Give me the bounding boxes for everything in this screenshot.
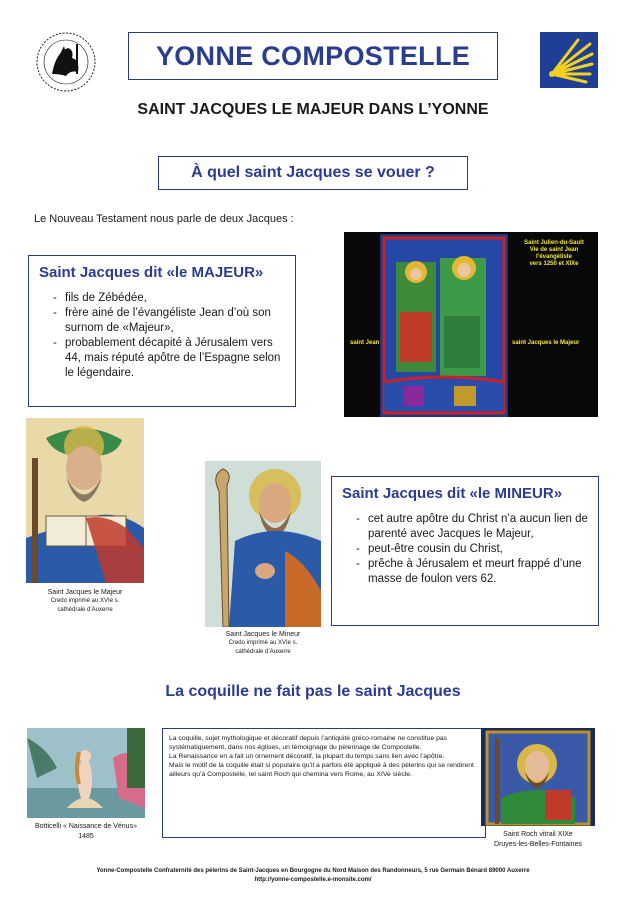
list-item: - peut-être cousin du Christ, xyxy=(356,542,588,557)
saint-roch-stained-glass-image xyxy=(481,728,595,826)
roch-caption: Saint Roch vitrail XIXe Druyes-les-Belles-Fontaines xyxy=(494,831,582,848)
paragraph: La Renaissance en a fait un ornement décoratif, la plupart du temps sans lien avec l’apôtre. xyxy=(169,753,445,760)
list-item: - cet autre apôtre du Christ n’a aucun lien de parenté avec Jacques le Majeur, xyxy=(356,512,588,542)
saint-jacques-majeur-image xyxy=(26,418,144,583)
confraternity-logo xyxy=(30,30,102,94)
main-title-box xyxy=(128,32,498,80)
page-subtitle: SAINT JACQUES LE MAJEUR DANS L’YONNE xyxy=(137,101,489,118)
mineur-info-box xyxy=(331,476,599,626)
paragraph: La coquille, sujet mythologique et décoratif depuis l’antiquité gréco-romaine ne constitue pas systématiquement, dans nos églises, un témoignage du pèlerinage de Compostelle. xyxy=(169,735,448,751)
vitrail-label-left: saint Jean xyxy=(350,340,380,346)
question-box xyxy=(158,156,468,190)
list-item: - prêche à Jérusalem et meurt frappé d’une masse de foulon vers 62. xyxy=(356,557,588,587)
list-item: - fils de Zébédée, xyxy=(53,291,285,306)
majeur-title: Saint Jacques dit «le MAJEUR» xyxy=(39,264,264,281)
paragraph: Mais le motif de la coquille était si populaire qu’il a parfois été appliqué à des pèlerins qui se rendirent ailleurs qu’à Compostelle, tel saint Roch qui chemina vers Rome, au XIVe siècle. xyxy=(169,762,474,778)
main-title: YONNE COMPOSTELLE xyxy=(155,40,471,71)
footer-address: Yonne-Compostelle Confraternité des pèlerins de Saint-Jacques en Bourgogne du Nord Maison des Randonneurs, 5 rue Germain Bénard 89000 Auxerre xyxy=(96,868,530,874)
intro-text: Le Nouveau Testament nous parle de deux Jacques : xyxy=(34,213,294,225)
mineur-image-caption: Saint Jacques le Mineur Credo imprimé au XVIe s. cathédrale d’Auxerre xyxy=(225,631,301,655)
majeur-info-box xyxy=(28,255,296,407)
coquille-heading: La coquille ne fait pas le saint Jacques xyxy=(165,683,461,700)
saint-jacques-mineur-image xyxy=(205,461,321,627)
mineur-title: Saint Jacques dit «le MINEUR» xyxy=(342,485,563,502)
mineur-list xyxy=(342,512,588,587)
vitrail-label-right: saint Jacques le Majeur xyxy=(512,340,580,346)
footer-url[interactable]: http://yonne-compostelle.e-monsite.com/ xyxy=(254,877,372,883)
vitrail-caption: Saint Julien-du-Sault Vie de saint Jean l’évangéliste vers 1250 et XIXe xyxy=(524,240,584,267)
coquille-text-box xyxy=(162,728,486,838)
list-item: - probablement décapité à Jérusalem vers 44, mais réputé apôtre de l’Espagne selon le légendaire. xyxy=(53,336,285,381)
scallop-shell-icon xyxy=(540,32,598,88)
venus-caption: Botticelli « Naissance de Vénus» 1485 xyxy=(35,823,137,840)
majeur-image-caption: Saint Jacques le Majeur Credo imprimé au XVIe s. cathédrale d’Auxerre xyxy=(47,589,123,613)
question-heading: À quel saint Jacques se vouer ? xyxy=(191,164,435,181)
list-item: - frère ainé de l’évangéliste Jean d’où son surnom de «Majeur», xyxy=(53,306,285,336)
majeur-list xyxy=(39,291,285,381)
stained-glass-image xyxy=(344,232,598,417)
birth-of-venus-image xyxy=(27,728,145,818)
